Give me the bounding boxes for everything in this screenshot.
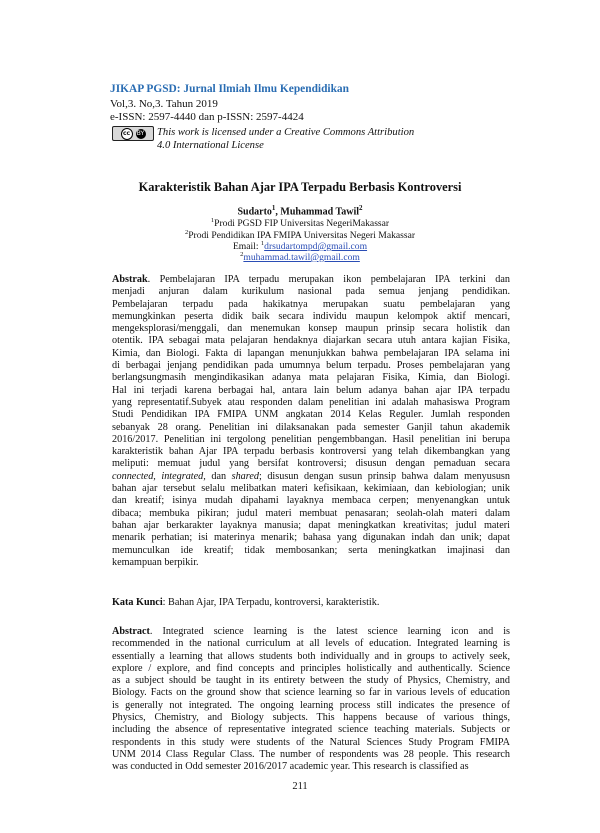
abstrak-line: berlangsungmasih mengindikasikan adanya mata pelajaran Fisika, Kimia, dan Biologi. xyxy=(112,372,510,384)
license-text xyxy=(157,126,414,152)
abstrak-line: di berbagai jenjang pendidikan pada umumnya belum terpadu. Proses pembelajaran yang xyxy=(112,360,510,372)
abstrak-line: karakteristik bahan Ajar IPA terpadu berbasis kontroversi yang telah dikembangkan yang xyxy=(112,446,510,458)
abstrak-line: otentik. IPA sebagai mata pelajaran hendaknya diajarkan secara utuh antara kajian Fisika, xyxy=(112,335,510,347)
abstrak-line: Abstrak. Pembelajaran IPA terpadu merupakan ikon pembelajaran IPA terkini dan xyxy=(112,274,510,285)
page-number: 211 xyxy=(292,781,308,792)
journal-name: JIKAP PGSD: Jurnal Ilmiah Ilmu Kependidikan xyxy=(110,83,349,95)
abstrak-paragraph xyxy=(112,274,510,569)
abstrak-line: memunculkan ide kreatif; tidak membosankan; serta meningkatkan imajinasi dan xyxy=(112,544,510,556)
abstract-en-line: as a subject should be taught in its entirety between the study of Physics, Chemistry, and xyxy=(112,675,510,687)
abstract-en-line: essentially a learning that allows students both individually and in groups to actively seek, xyxy=(112,650,510,662)
abstrak-line: connected, integrated, dan shared; disusun dengan susun prinsip bahwa dalam menyususn xyxy=(112,470,510,482)
abstract-en-paragraph xyxy=(112,626,510,774)
abstrak-line: menjadi anjuran dalam kurikulum nasional pada semua jenjang pendidikan. xyxy=(112,286,510,298)
email-line-1: Email: $^1$drsudartompd@gmail.com xyxy=(232,240,368,253)
abstract-en-line: Biology. Facts on the ground show that science learning so far in various levels of education xyxy=(112,687,510,699)
abstract-en-line: UNM 2014 Class Regular Class. The number of respondents was 28 people. This research xyxy=(112,748,510,760)
abstract-en-line: was conducted in Odd semester 2016/2017 academic year. This research is classified as xyxy=(112,761,469,773)
abstract-en-line: Abstract. Integrated science learning is the latest science learning icon and is xyxy=(112,626,510,637)
abstract-en-line: explore / explore, and find concepts and principles holistically and authentically. Science xyxy=(112,662,510,674)
abstrak-line: Pembelajaran terpadu pada hakikatnya merupakan suatu pembelajaran yang xyxy=(112,298,510,310)
email-link-1[interactable]: drsudartompd@gmail.com xyxy=(264,241,368,253)
article-authors: Sudarto$^1$, Muhammad Tawil$^2$ xyxy=(237,204,363,218)
kata-kunci: Kata Kunci: Bahan Ajar, IPA Terpadu, kontroversi, karakteristik. xyxy=(112,597,380,608)
abstrak-line: meliputi: memuat judul yang bersifat kontroversi; disusun dengan pemaduan secara xyxy=(112,458,510,470)
abstract-en-line: recommended in the national curriculum at all levels of education. Integrated learning is xyxy=(112,638,510,650)
abstract-en-label: Abstract xyxy=(112,626,150,637)
abstrak-line: menarik perhatian; isi materinya menarik; bahasa yang digunakan indah dan unik; dapat xyxy=(112,532,510,544)
abstrak-line: 2016/2017. Penelitian ini tergolong penelitian pengembbangan. Hasil penelitian ini berupa xyxy=(112,433,510,445)
article-title: Karakteristik Bahan Ajar IPA Terpadu Berbasis Kontroversi xyxy=(138,180,462,194)
cc-icon: cc xyxy=(121,128,133,140)
abstrak-line: bahan ajar berkarakter layaknya manusia; dapat meningkatkan kreativitas; judul materi xyxy=(112,519,510,531)
abstrak-label: Abstrak xyxy=(112,274,148,285)
license-line-2: 4.0 International License xyxy=(157,140,264,151)
license-line-1: This work is licensed under a Creative Commons Attribution xyxy=(157,127,415,138)
attribution-icon: BY xyxy=(136,129,145,137)
affiliation-1: $^1$Prodi PGSD FIP Universitas NegeriMakassar xyxy=(210,217,390,230)
journal-volume: Vol,3. No,3. Tahun 2019 xyxy=(110,98,218,110)
abstract-en-line: respondents in this study were students of the Natural Sciences Study Program FMIPA xyxy=(112,736,510,748)
abstrak-line: Hal ini terjadi karena berbagai hal, antara lain belum adanya bahan ajar IPA terpadu xyxy=(112,384,510,396)
affiliation-2: $^2$Prodi Pendidikan IPA FMIPA Universitas Negeri Makassar xyxy=(184,229,416,242)
abstract-en-line: is generally not integrated. The ongoing learning process still indicates the presence of xyxy=(112,699,510,711)
email-line-2: $^2$muhammad.tawil@gmail.com xyxy=(240,251,360,264)
abstract-en-line: Physics, Chemistry, and Biology subjects. This happens because of various things, xyxy=(112,712,510,724)
abstrak-line: yang representatif.Subyek atau responden dalam penelitian ini adalah mahasiswa Program xyxy=(112,396,510,408)
abstract-en-line: including the absence of representative integrated science teaching materials. Subjects or xyxy=(112,724,510,736)
email-link-2[interactable]: muhammad.tawil@gmail.com xyxy=(243,252,360,264)
abstrak-line: kemampuan berpikir. xyxy=(112,556,199,568)
abstrak-line: bahan ajar tersebut selalu melibatkan materi kefisikaan, kekimiaan, dan kebiologian; unik xyxy=(112,483,510,495)
abstrak-line: dibaca; membuka pikiran; judul materi membuat penasaran; seolah-olah materi dalam xyxy=(112,507,510,519)
abstrak-line: Studi Pendidikan IPA FMIPA UNM angkatan 2014 Kelas Reguler. Jumlah responden xyxy=(112,409,510,421)
creative-commons-badge[interactable] xyxy=(112,126,154,141)
abstrak-line: memungkinkan peserta didik baik secara individu maupun kelompok aktif mencari, xyxy=(112,310,510,322)
abstrak-line: mengeksplorasi/menggali, dan menemukan konsep maupun prinsip secara holistik dan xyxy=(112,323,510,335)
journal-issn: e-ISSN: 2597-4440 dan p-ISSN: 2597-4424 xyxy=(110,111,304,123)
abstrak-line: sebanyak 28 orang. Penelitian ini dilaksanakan pada semester Ganjil tahun akademik xyxy=(112,421,510,433)
abstrak-line: dan kreatif; isinya mudah dipahami layaknya membaca cerpen; menyenangkan untuk xyxy=(112,495,510,507)
abstrak-line: Kimia, dan Biologi. Fakta di lapangan menunjukkan bahwa pembelajaran IPA selama ini xyxy=(112,347,510,359)
